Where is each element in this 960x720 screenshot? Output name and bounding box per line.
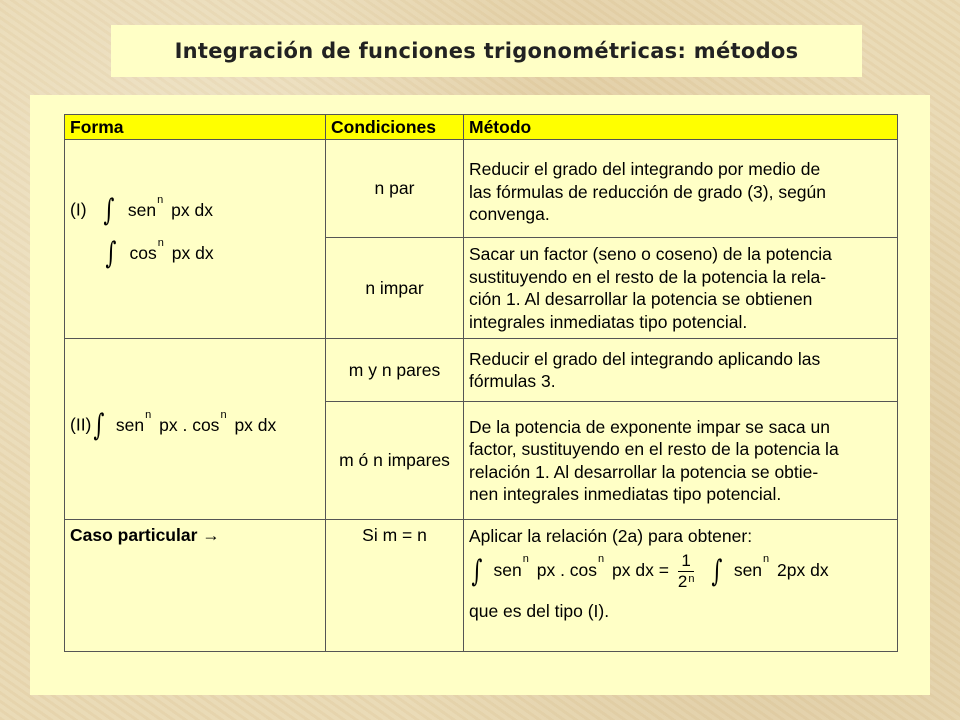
exponent-n: n — [763, 553, 770, 565]
method-line: convenga. — [469, 204, 550, 225]
formula-I-line1 — [70, 193, 213, 228]
method-line: Reducir el grado del integrando aplicando las — [469, 348, 821, 369]
cond-n-par: n par — [326, 140, 464, 238]
method-line: De la potencia de exponente impar se saca un — [469, 416, 830, 437]
exponent-n: n — [522, 553, 529, 565]
header-condiciones: Condiciones — [326, 115, 464, 140]
formula-rest: px dx — [234, 414, 277, 435]
method-n-impar — [464, 238, 898, 339]
header-forma: Forma — [65, 115, 326, 140]
exponent-n: n — [598, 553, 605, 565]
label-caso-particular: Caso particular — [70, 525, 198, 545]
func-sen: sen — [127, 199, 157, 220]
exponent-n: n — [157, 237, 164, 249]
method-line: Aplicar la relación (2a) para obtener: — [469, 526, 753, 546]
method-line: que es del tipo (I). — [469, 601, 610, 621]
label-II: (II) — [70, 414, 92, 435]
method-line: integrales inmediatas tipo potencial. — [469, 311, 748, 332]
formula-mid: px . cos — [159, 414, 220, 435]
fraction-numerator: 1 — [678, 551, 695, 572]
integral-icon: ∫ — [711, 553, 723, 589]
method-line: fórmulas 3. — [469, 371, 556, 392]
method-line: Reducir el grado del integrando por medio de — [469, 159, 821, 180]
table-row — [65, 339, 898, 402]
table-row — [65, 140, 898, 238]
method-line: sustituyendo en el resto de la potencia la rela- — [469, 266, 827, 287]
method-line: relación 1. Al desarrollar la potencia se obtie- — [469, 461, 819, 482]
method-pares — [464, 339, 898, 402]
method-impares — [464, 402, 898, 520]
forma-cell-caso — [65, 520, 326, 652]
method-caso — [464, 520, 898, 652]
exponent-n: n — [220, 409, 227, 421]
label-I: (I) — [70, 199, 87, 220]
func-cos: cos — [129, 242, 157, 263]
cond-n-impar: n impar — [326, 238, 464, 339]
method-line: nen integrales inmediatas tipo potencial. — [469, 484, 782, 505]
func-sen: sen — [115, 414, 145, 435]
forma-cell-I — [65, 140, 326, 339]
forma-cell-II — [65, 339, 326, 520]
table-header-row — [65, 115, 898, 140]
fraction-denominator: 2 — [677, 572, 688, 591]
method-n-par — [464, 140, 898, 238]
page-title: Integración de funciones trigonométricas: métodos — [174, 39, 799, 63]
func-sen: sen — [493, 560, 522, 581]
formula-I-line2 — [103, 236, 214, 271]
table-row — [65, 520, 898, 652]
formula-mid: px . cos — [536, 560, 598, 581]
formula-rest: px dx — [171, 199, 213, 220]
integral-icon: ∫ — [105, 236, 117, 271]
exponent-n: n — [145, 409, 152, 421]
cond-m-n-pares: m y n pares — [326, 339, 464, 402]
method-line: ción 1. Al desarrollar la potencia se obtienen — [469, 289, 813, 309]
formula-II — [70, 408, 277, 443]
method-line: Sacar un factor (seno o coseno) de la potencia — [469, 244, 832, 264]
header-metodo: Método — [464, 115, 898, 140]
formula-rest: px dx — [171, 242, 214, 263]
exponent-n: n — [688, 573, 695, 585]
formula-caso — [469, 551, 891, 592]
func-sen: sen — [733, 560, 763, 581]
integral-icon: ∫ — [471, 553, 483, 589]
arrow-right-icon: → — [202, 525, 220, 545]
cond-m-n-impares: m ó n impares — [326, 402, 464, 520]
formula-rest: px dx = — [612, 560, 669, 581]
method-line: las fórmulas de reducción de grado (3), según — [469, 181, 827, 202]
title-box — [111, 25, 862, 77]
formula-rest: 2px dx — [777, 560, 829, 581]
integral-icon: ∫ — [103, 193, 115, 228]
cond-m-igual-n: Si m = n — [326, 520, 464, 652]
fraction — [678, 551, 695, 592]
methods-table — [64, 114, 898, 652]
integral-icon: ∫ — [93, 408, 105, 443]
exponent-n: n — [157, 194, 164, 206]
method-line: factor, sustituyendo en el resto de la potencia la — [469, 439, 839, 460]
